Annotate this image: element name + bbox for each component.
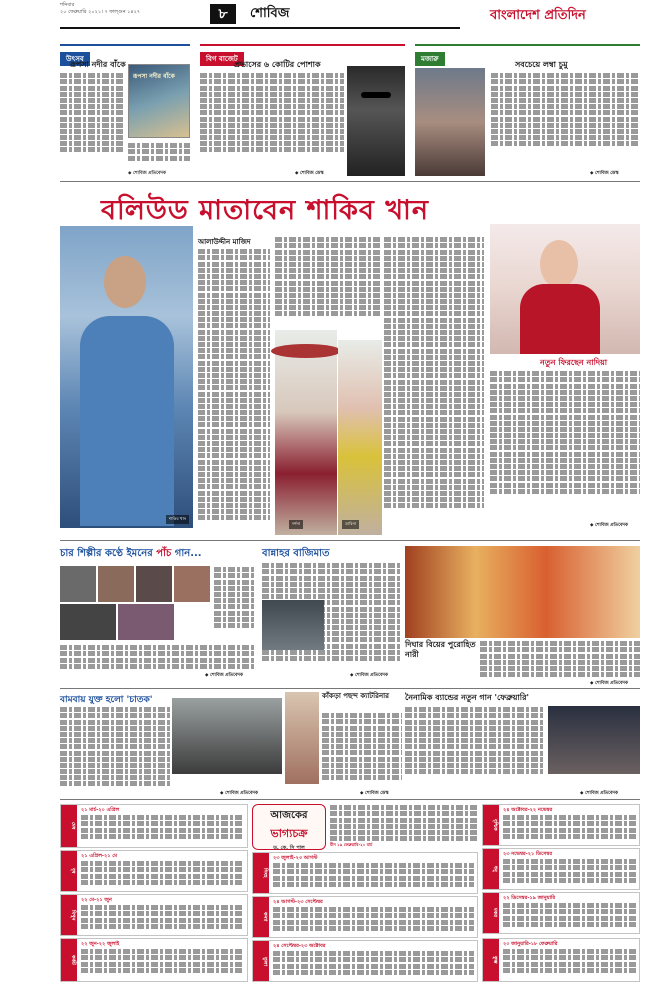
nadia-saree (520, 284, 600, 354)
byline-bigbudget: ◆ শোবিজ ডেস্ক (295, 171, 324, 176)
caption-darshana: দর্শনা (289, 520, 303, 529)
tag-bigbudget: বিগ বাজেট (200, 52, 244, 66)
byline-dighi: ◆ শোবিজ প্রতিবেদক (590, 681, 629, 686)
caption-shakib: শাকিব খান (166, 515, 189, 524)
horoscope-author: ড. কে. সি পাল (273, 845, 305, 851)
sign-body (503, 902, 636, 931)
sign-name: কুম্ভ (483, 939, 499, 981)
sign-date-range: ২২ জুন-২২ জুলাই (81, 941, 120, 947)
horoscope-sign-8 (482, 848, 640, 890)
date-line: ২০ ফেব্রুয়ারি ২০২১। ৭ ফাল্গুন ১৪২৭ (60, 9, 141, 15)
lead-body-col2 (275, 236, 380, 326)
horoscope-sign-7 (482, 804, 640, 846)
sign-body (273, 950, 474, 979)
horoscope-sign-3 (60, 938, 248, 982)
poster-title: রূপসা নদীর বাঁকে (133, 73, 175, 80)
horoscope-sign-9 (482, 892, 640, 934)
horoscope-sign-10 (482, 938, 640, 982)
body-bambaiya (60, 706, 170, 796)
title-mojar: সবচেয়ে লম্বা চুমু (515, 60, 568, 69)
day-label: শনিবার (60, 2, 75, 8)
byline-bambaiya: ◆ শোবিজ প্রতিবেদক (220, 791, 259, 796)
title-utshob: রূপসা নদীর বাঁকে (70, 60, 126, 69)
sign-name: বৃষ (61, 851, 77, 891)
photo-shakib (60, 226, 193, 528)
body-utshob-2 (128, 142, 190, 170)
shakib-shirt (80, 316, 174, 526)
horoscope-sign-0 (60, 804, 248, 848)
byline-kankra: ◆ শোবিজ ডেস্ক (360, 791, 389, 796)
photo-katrina (285, 692, 319, 784)
divider-horoscope (60, 799, 640, 800)
sign-date-range: ২৪ অক্টোবর-২২ নভেম্বর (503, 807, 553, 813)
lead-headline: বলিউড মাতাবেন শাকিব খান (101, 195, 429, 226)
title-bambaiya: বামবায় যুক্ত হলো 'চাতক' (60, 695, 153, 705)
title-imon-b: পাঁচ (156, 548, 172, 559)
sign-body (503, 814, 636, 843)
sign-body (81, 904, 244, 933)
horoscope-sign-1 (60, 850, 248, 892)
nadia-face (540, 240, 578, 288)
horoscope-title-box (252, 804, 326, 850)
body-nainamik (405, 706, 545, 792)
byline-imon: ◆ শোবিজ প্রতিবেদক (205, 673, 244, 678)
horoscope-sign-11 (330, 842, 478, 850)
logo: বাংলাদেশ প্রতিদিন (490, 8, 586, 23)
caption-dabina: ডাবিনা (342, 520, 359, 529)
title-nainamik: নৈনামিক ব্যান্ডের নতুন গান 'ফেব্রুয়ারি' (405, 693, 529, 702)
horoscope-title-b: ভাগ্যচক্র (270, 827, 308, 840)
sign-body (503, 858, 636, 887)
photo-prabhas (347, 66, 405, 176)
title-bigbudget: প্রভাসের ৬ কোটির পোশাক (234, 60, 321, 69)
lead-author: আলাউদ্দীন মাজিদ (198, 238, 251, 246)
sign-body (81, 860, 244, 889)
tag-mojar: মজারু (415, 52, 445, 66)
photo-nadia (490, 224, 640, 354)
lead-body-col1 (198, 248, 270, 548)
masthead-line (60, 27, 460, 29)
body-utshob (60, 72, 124, 176)
sign-body (273, 862, 474, 891)
sign-name: মকর (483, 893, 499, 933)
body-mojar (491, 72, 640, 172)
sign-date-range: ২১ মার্চ-২০ এপ্রিল (81, 807, 120, 813)
photo-dighi-wedding (405, 546, 640, 638)
hat-shape (271, 344, 341, 358)
divider-mid (60, 540, 640, 541)
photo-darshana (275, 330, 337, 535)
sunglasses-shape (361, 92, 391, 98)
sign-body (273, 906, 474, 935)
sign-date-range: ২৪ আগস্ট-২৩ সেপ্টেম্বর (273, 899, 323, 905)
sign-name: মেষ (61, 805, 77, 847)
box-mojar (415, 44, 640, 178)
divider-top (60, 181, 640, 182)
masthead (0, 0, 650, 40)
sign-body (81, 948, 244, 979)
sign-date-range: ২০ জানুয়ারি-১৮ ফেব্রুয়ারি (503, 941, 558, 947)
sign-name: কর্কট (61, 939, 77, 981)
sign-name: মিথুন (61, 895, 77, 935)
title-dighi: দিঘার বিয়ের পুরোহিত নারী (405, 640, 476, 659)
photo-bannah (262, 600, 324, 650)
sign-date-range: ২৪ সেপ্টেম্বর-২৩ অক্টোবর (273, 943, 326, 949)
box-utshob (60, 44, 190, 178)
singer-photo-6 (118, 604, 174, 640)
body-bigbudget (200, 72, 344, 176)
horoscope-sign-2 (60, 894, 248, 936)
singer-photo-1 (60, 566, 96, 602)
horoscope-title-a: আজকের (270, 810, 308, 821)
singer-photo-5 (60, 604, 116, 640)
byline-nainamik: ◆ শোবিজ প্রতিবেদক (580, 791, 619, 796)
title-bannah: বান্নাহর বাজিমাত (262, 548, 330, 559)
body-nadia (490, 370, 640, 520)
poster-rupsha (128, 64, 190, 138)
singer-photo-2 (98, 566, 134, 602)
singer-photo-4 (174, 566, 210, 602)
title-kankra: কাঁকড়া পছন্দ ক্যাটরিনার (322, 692, 390, 700)
sign-body (503, 948, 636, 979)
section-title: শোবিজ (250, 6, 290, 21)
lead-body-col3 (384, 236, 484, 546)
byline-bannah: ◆ শোবিজ প্রতিবেদক (350, 673, 389, 678)
horoscope-sign-4 (252, 852, 478, 894)
body-kankra (322, 712, 402, 792)
tag-utshob: উৎসব (60, 52, 90, 66)
byline-mojar: ◆ শোবিজ ডেস্ক (590, 171, 619, 176)
sign-name: ধনু (483, 849, 499, 889)
page-number: ৮ (210, 4, 236, 24)
sign-name: সিংহ (253, 853, 269, 893)
body-dighi (480, 640, 640, 680)
byline-nadia: ◆ শোবিজ প্রতিবেদক (590, 523, 629, 528)
sign-name-last: মীন ১৯ ফেব্রুয়ারি-২০ মার্চ (330, 842, 373, 847)
photo-nainamik-band (548, 706, 640, 774)
singer-photo-3 (136, 566, 172, 602)
title-nadia: নতুন ফিরছেন নাদিয়া (540, 358, 608, 367)
sign-date-range: ২৩ নভেম্বর-২১ ডিসেম্বর (503, 851, 553, 857)
photo-kiss (415, 68, 485, 176)
sign-name: কন্যা (253, 897, 269, 937)
sign-body (81, 814, 244, 845)
photo-dabina (338, 340, 382, 535)
byline-utshob: ◆ শোবিজ প্রতিবেদক (128, 171, 167, 176)
sign-date-range: ২১ এপ্রিল-২১ মে (81, 853, 118, 859)
sign-date-range: ২৩ জুলাই-২৩ আগস্ট (273, 855, 318, 861)
sign-date-range: ২২ ডিসেম্বর-১৯ জানুয়ারি (503, 895, 556, 901)
sign-name: বৃশ্চিক (483, 805, 499, 845)
sign-name: তুলা (253, 941, 269, 981)
photo-collage-singers (60, 566, 210, 640)
horoscope-sign-6 (252, 940, 478, 982)
divider-low (60, 688, 640, 689)
title-imon-c: গান... (171, 548, 202, 559)
shakib-head (104, 256, 146, 308)
sign-date-range: ২২ মে-২১ জুন (81, 897, 112, 903)
title-imon-a: চার শিল্পীর কণ্ঠে ইমনের (60, 548, 157, 559)
box-bigbudget (200, 44, 405, 178)
horoscope-sign-5 (252, 896, 478, 938)
body-imon-side (214, 566, 254, 640)
title-imon (60, 546, 202, 563)
horoscope-intro (330, 804, 478, 844)
photo-band-bambaiya (172, 698, 282, 774)
